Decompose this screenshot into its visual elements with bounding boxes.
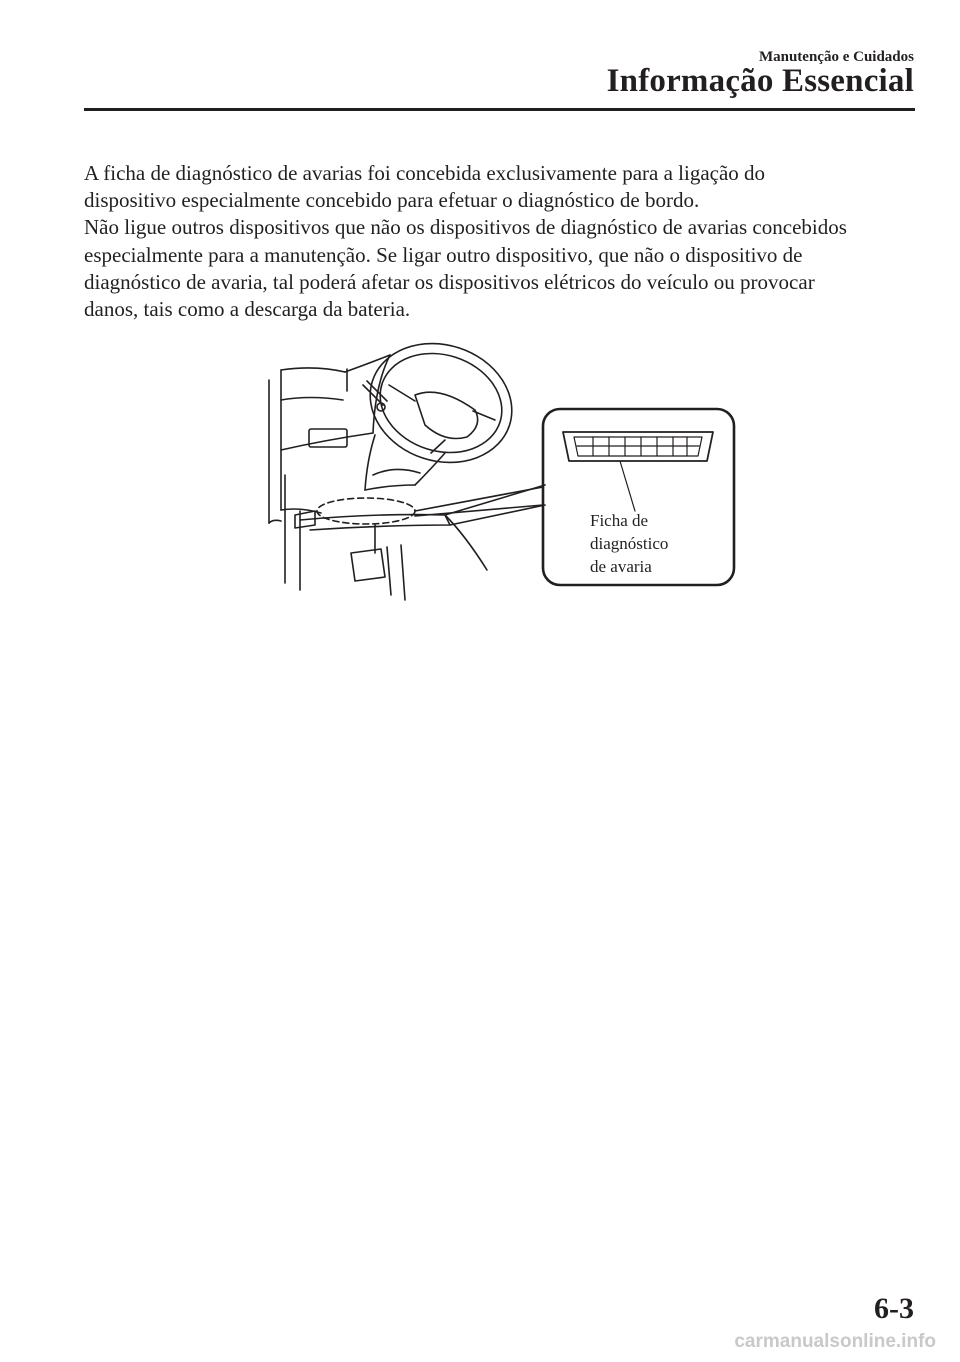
text-line: especialmente para a manutenção. Se ligar outro dispositivo, que não o dispositivo de (84, 242, 803, 267)
text-line: dispositivo especialmente concebido para efetuar o diagnóstico de bordo. (84, 188, 700, 213)
site-watermark: carmanualsonline.info (734, 1331, 936, 1352)
text-line: danos, tais como a descarga da bateria. (84, 297, 411, 322)
paragraph-2 (84, 214, 919, 323)
text-line: A ficha de diagnóstico de avarias foi concebida exclusivamente para a ligação do (84, 161, 766, 185)
body-text (84, 160, 919, 323)
connector-callout (415, 409, 734, 585)
page-title: Informação Essencial (606, 63, 914, 99)
text-line: diagnóstico de avaria, tal poderá afetar os dispositivos elétricos do veículo ou provocar (84, 269, 815, 294)
page-number: 6-3 (874, 1292, 914, 1325)
callout-line: Ficha de (590, 511, 649, 530)
text-line: Não ligue outros dispositivos que não os dispositivos de diagnóstico de avarias concebidos (84, 215, 847, 240)
paragraph-1 (84, 160, 919, 214)
dashboard-illustration (255, 325, 745, 605)
connector-callout-label (590, 509, 668, 578)
header-divider (84, 108, 915, 111)
dashboard-drawing (269, 326, 545, 600)
running-header-section: Manutenção e Cuidados (758, 49, 914, 65)
callout-line: diagnóstico (590, 534, 669, 553)
callout-line: de avaria (590, 557, 652, 576)
